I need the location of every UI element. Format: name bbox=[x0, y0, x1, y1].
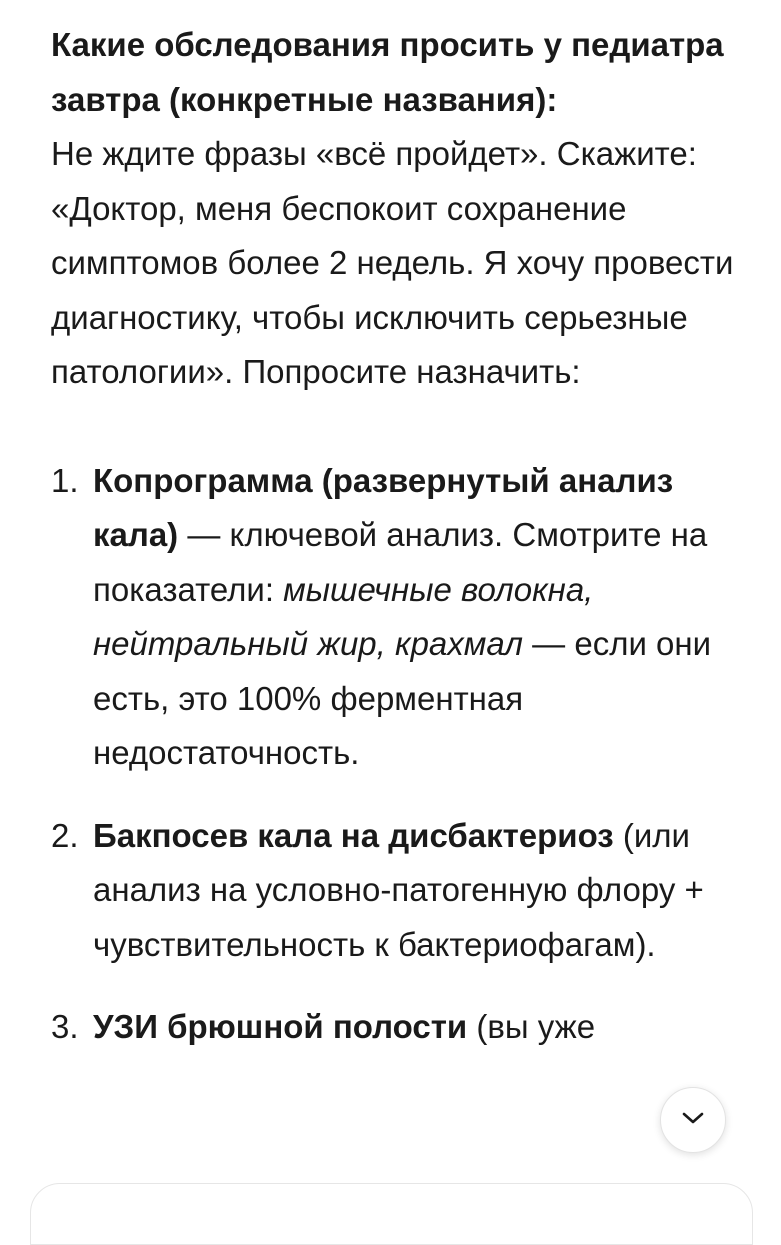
list-item-title: Бакпосев кала на дисбактериоз bbox=[93, 816, 614, 854]
intro-sentence: Скажите: «Доктор, меня беспокоит сохранение симптомов более 2 недель. Я хочу провести диагностику, чтобы исключить серьезные патологии». bbox=[51, 135, 734, 390]
intro-sentence: Не ждите фразы «всё пройдет». bbox=[51, 135, 548, 172]
list-number: 2. bbox=[51, 816, 79, 854]
message-content bbox=[51, 18, 741, 1083]
intro-paragraph bbox=[51, 127, 741, 400]
scroll-down-button[interactable] bbox=[660, 1087, 726, 1153]
list-item bbox=[51, 1000, 741, 1055]
intro-sentence: Попросите назначить: bbox=[242, 353, 581, 390]
section-heading: Какие обследования просить у педиатра завтра (конкретные названия): bbox=[51, 26, 724, 118]
exam-list bbox=[51, 454, 741, 1055]
chevron-down-icon bbox=[681, 1111, 705, 1130]
message-composer[interactable] bbox=[30, 1183, 753, 1245]
list-item-italic: мышечные волокна, нейтральный жир, крахмал bbox=[93, 570, 594, 662]
list-item bbox=[51, 809, 741, 973]
list-number: 3. bbox=[51, 1008, 79, 1045]
list-item-text: — ключевой анализ. Смотрите на показатели: bbox=[93, 516, 708, 608]
list-item-title: УЗИ брюшной полости bbox=[93, 1008, 468, 1045]
list-item-text: (вы уже bbox=[467, 1008, 596, 1045]
list-item bbox=[51, 454, 741, 781]
list-item-text: (или анализ на условно-патогенную флору + чувствительность к бактериофагам). bbox=[93, 816, 704, 963]
list-item-title: Копрограмма (развернутый анализ кала) bbox=[93, 461, 674, 553]
list-number: 1. bbox=[51, 461, 79, 499]
list-item-text: — если они есть, это 100% ферментная недостаточность. bbox=[93, 625, 712, 771]
